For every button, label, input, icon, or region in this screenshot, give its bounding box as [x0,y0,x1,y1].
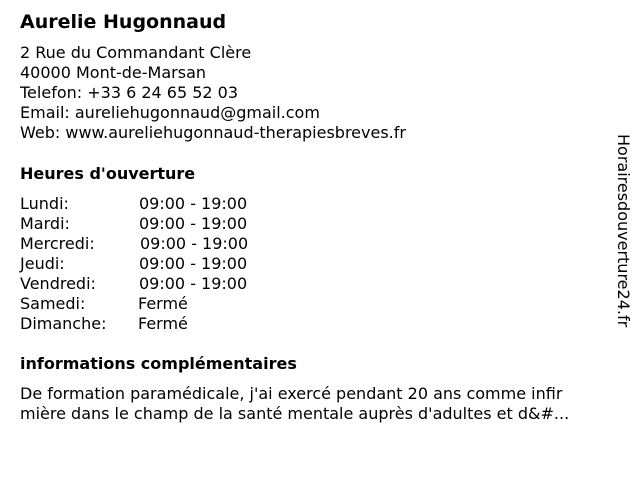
time-value: 09:00 - 19:00 [139,214,248,233]
day-label: Samedi: [20,294,86,313]
business-name: Aurelie Hugonnaud [20,11,227,33]
opening-hours-heading: Heures d'ouverture [20,164,196,183]
day-label: Mardi: [20,214,70,233]
time-value: 09:00 - 19:00 [140,234,249,253]
time-value: Fermé [138,314,188,333]
hours-row-wednesday [20,234,320,254]
hours-row-sunday [20,314,320,334]
address-city: 40000 Mont-de-Marsan [20,63,207,82]
day-label: Mercredi: [20,234,95,253]
contact-block [20,43,406,143]
site-watermark: Horairesdouverture24.fr [614,134,633,328]
hours-row-friday [20,274,320,294]
hours-row-saturday [20,294,320,314]
day-label: Jeudi: [20,254,65,273]
time-value: Fermé [138,294,188,313]
hours-row-monday [20,194,320,214]
day-label: Lundi: [20,194,69,213]
day-label: Vendredi: [20,274,96,293]
address-street: 2 Rue du Commandant Clère [20,43,252,62]
opening-hours-table [20,194,320,334]
day-label: Dimanche: [20,314,107,333]
additional-info-text [20,384,618,424]
phone-number: Telefon: +33 6 24 65 52 03 [20,83,239,102]
description-line: mière dans le champ de la santé mentale auprès d'adultes et d&#... [20,404,570,423]
time-value: 09:00 - 19:00 [139,254,248,273]
email-address: Email: aureliehugonnaud@gmail.com [20,103,320,122]
hours-row-thursday [20,254,320,274]
additional-info-heading: informations complémentaires [20,354,297,373]
time-value: 09:00 - 19:00 [139,274,248,293]
time-value: 09:00 - 19:00 [139,194,248,213]
website: Web: www.aureliehugonnaud-therapiesbreves.fr [20,123,406,142]
description-line: De formation paramédicale, j'ai exercé pendant 20 ans comme infir [20,384,563,403]
hours-row-tuesday [20,214,320,234]
